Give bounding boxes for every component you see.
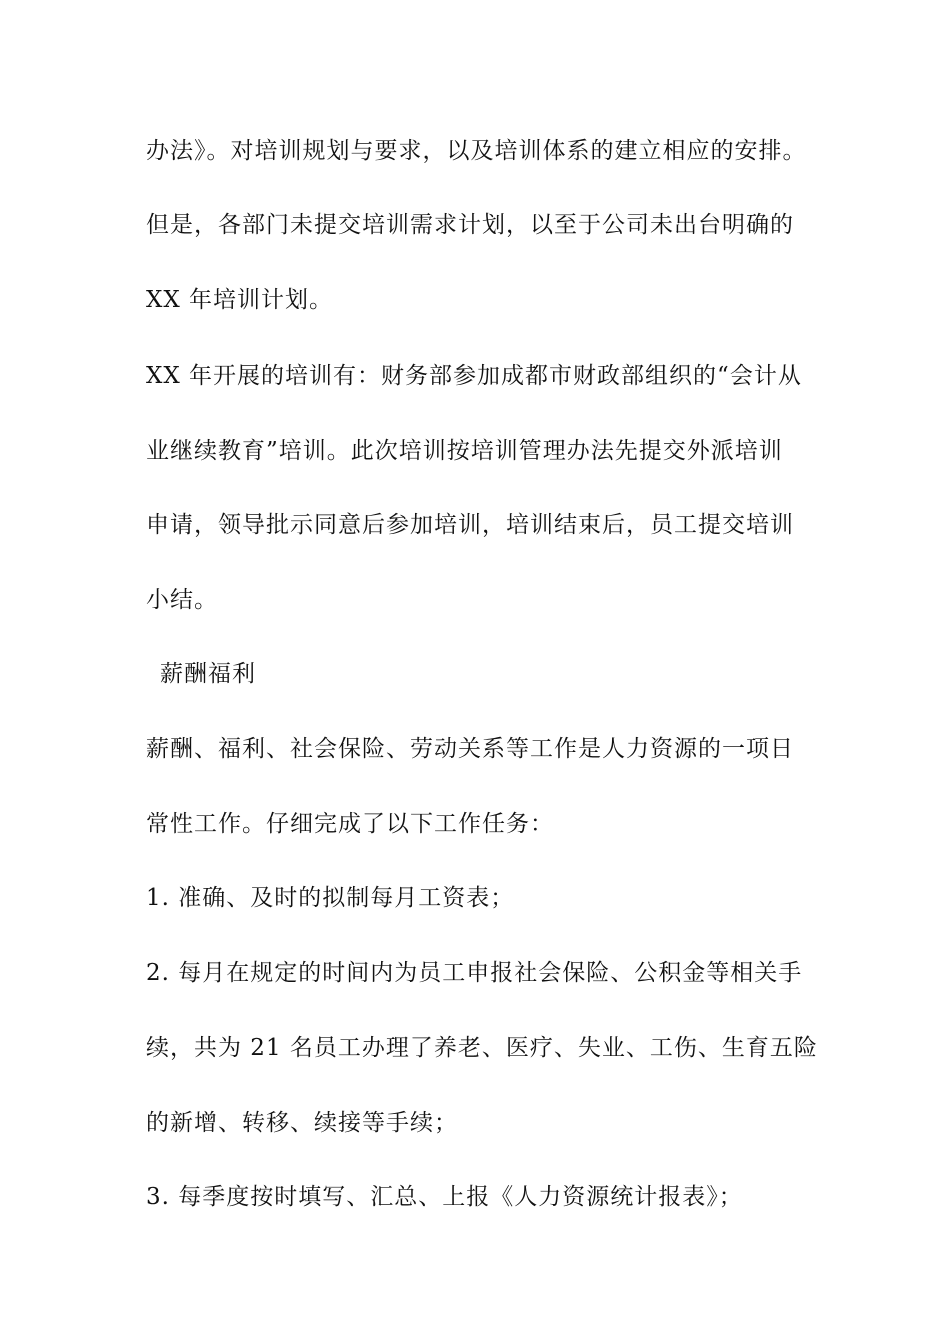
section-heading: 薪酬福利 — [160, 661, 256, 687]
paragraph-line: XX 年开展的培训有：财务部参加成都市财政部组织的“会计从 — [146, 363, 802, 389]
list-item: 2. 每月在规定的时间内为员工申报社会保险、公积金等相关手 — [146, 960, 803, 986]
paragraph-line: 薪酬、福利、社会保险、劳动关系等工作是人力资源的一项日 — [146, 736, 794, 762]
paragraph-line: 申请，领导批示同意后参加培训，培训结束后，员工提交培训 — [146, 512, 794, 538]
paragraph-line: 常性工作。仔细完成了以下工作任务： — [146, 811, 554, 837]
list-item: 1. 准确、及时的拟制每月工资表； — [146, 885, 515, 911]
paragraph-line: XX 年培训计划。 — [146, 287, 334, 313]
paragraph-line: 但是，各部门未提交培训需求计划，以至于公司未出台明确的 — [146, 212, 794, 238]
paragraph-line: 业继续教育”培训。此次培训按培训管理办法先提交外派培训 — [146, 438, 783, 464]
list-item-continuation: 的新增、转移、续接等手续； — [146, 1110, 458, 1136]
list-item-continuation: 续，共为 21 名员工办理了养老、医疗、失业、工伤、生育五险 — [146, 1035, 818, 1061]
paragraph-line: 小结。 — [146, 587, 218, 613]
paragraph-line: 办法》。对培训规划与要求，以及培训体系的建立相应的安排。 — [146, 138, 807, 164]
list-item: 3. 每季度按时填写、汇总、上报《人力资源统计报表》； — [146, 1184, 743, 1210]
